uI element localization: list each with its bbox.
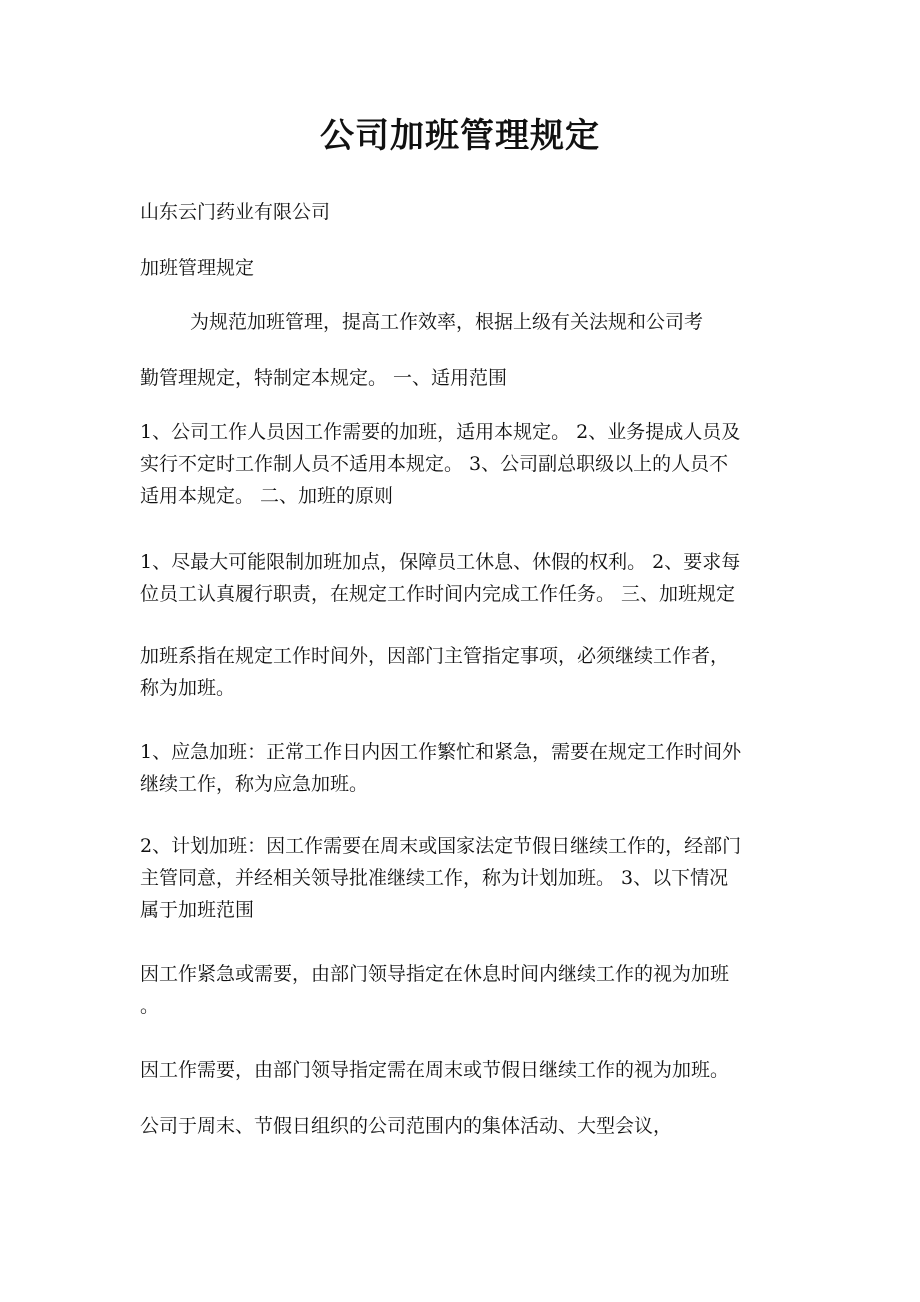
company-name <box>140 196 785 228</box>
planned-overtime-paragraph <box>140 830 785 926</box>
intro-line-1: 为规范加班管理，提高工作效率，根据上级有关法规和公司考 <box>190 311 704 333</box>
emergency-line-1: 1、应急加班：正常工作日内因工作繁忙和紧急，需要在规定工作时间外 <box>140 741 742 763</box>
range-item-2 <box>140 1054 785 1086</box>
range-item-3 <box>140 1110 785 1142</box>
range2-line: 因工作需要，由部门领导指定需在周末或节假日继续工作的视为加班。 <box>140 1059 730 1081</box>
definition-paragraph <box>140 640 785 704</box>
scope-line-2: 实行不定时工作制人员不适用本规定。 3、公司副总职级以上的人员不 <box>140 453 729 475</box>
intro-paragraph-line2 <box>140 362 785 394</box>
range1-line-2: 。 <box>140 995 160 1017</box>
emergency-overtime-paragraph <box>140 736 785 800</box>
definition-line-2: 称为加班。 <box>140 677 236 699</box>
company-name-text: 山东云门药业有限公司 <box>140 201 331 223</box>
scope-line-3: 适用本规定。 二、加班的原则 <box>140 485 394 507</box>
subtitle-text: 加班管理规定 <box>140 257 255 279</box>
definition-line-1: 加班系指在规定工作时间外，因部门主管指定事项，必须继续工作者， <box>140 645 730 667</box>
intro-line-2: 勤管理规定，特制定本规定。 一、适用范围 <box>140 367 508 389</box>
planned-line-1: 2、计划加班：因工作需要在周末或国家法定节假日继续工作的，经部门 <box>140 835 742 857</box>
range-item-1 <box>140 958 785 1022</box>
document-subtitle <box>140 252 785 284</box>
planned-line-2: 主管同意，并经相关领导批准继续工作，称为计划加班。 3、以下情况 <box>140 867 729 889</box>
emergency-line-2: 继续工作，称为应急加班。 <box>140 773 369 795</box>
document-title: 公司加班管理规定 <box>320 116 600 156</box>
principle-paragraph <box>140 546 785 610</box>
planned-line-3: 属于加班范围 <box>140 899 255 921</box>
range3-line: 公司于周末、节假日组织的公司范围内的集体活动、大型会议， <box>140 1115 673 1137</box>
principle-line-2: 位员工认真履行职责，在规定工作时间内完成工作任务。 三、加班规定 <box>140 583 736 605</box>
principle-line-1: 1、尽最大可能限制加班加点，保障员工休息、休假的权利。 2、要求每 <box>140 551 741 573</box>
intro-paragraph-line1 <box>190 306 785 338</box>
scope-paragraph <box>140 416 785 512</box>
scope-line-1: 1、公司工作人员因工作需要的加班，适用本规定。 2、业务提成人员及 <box>140 421 741 443</box>
range1-line-1: 因工作紧急或需要，由部门领导指定在休息时间内继续工作的视为加班 <box>140 963 730 985</box>
